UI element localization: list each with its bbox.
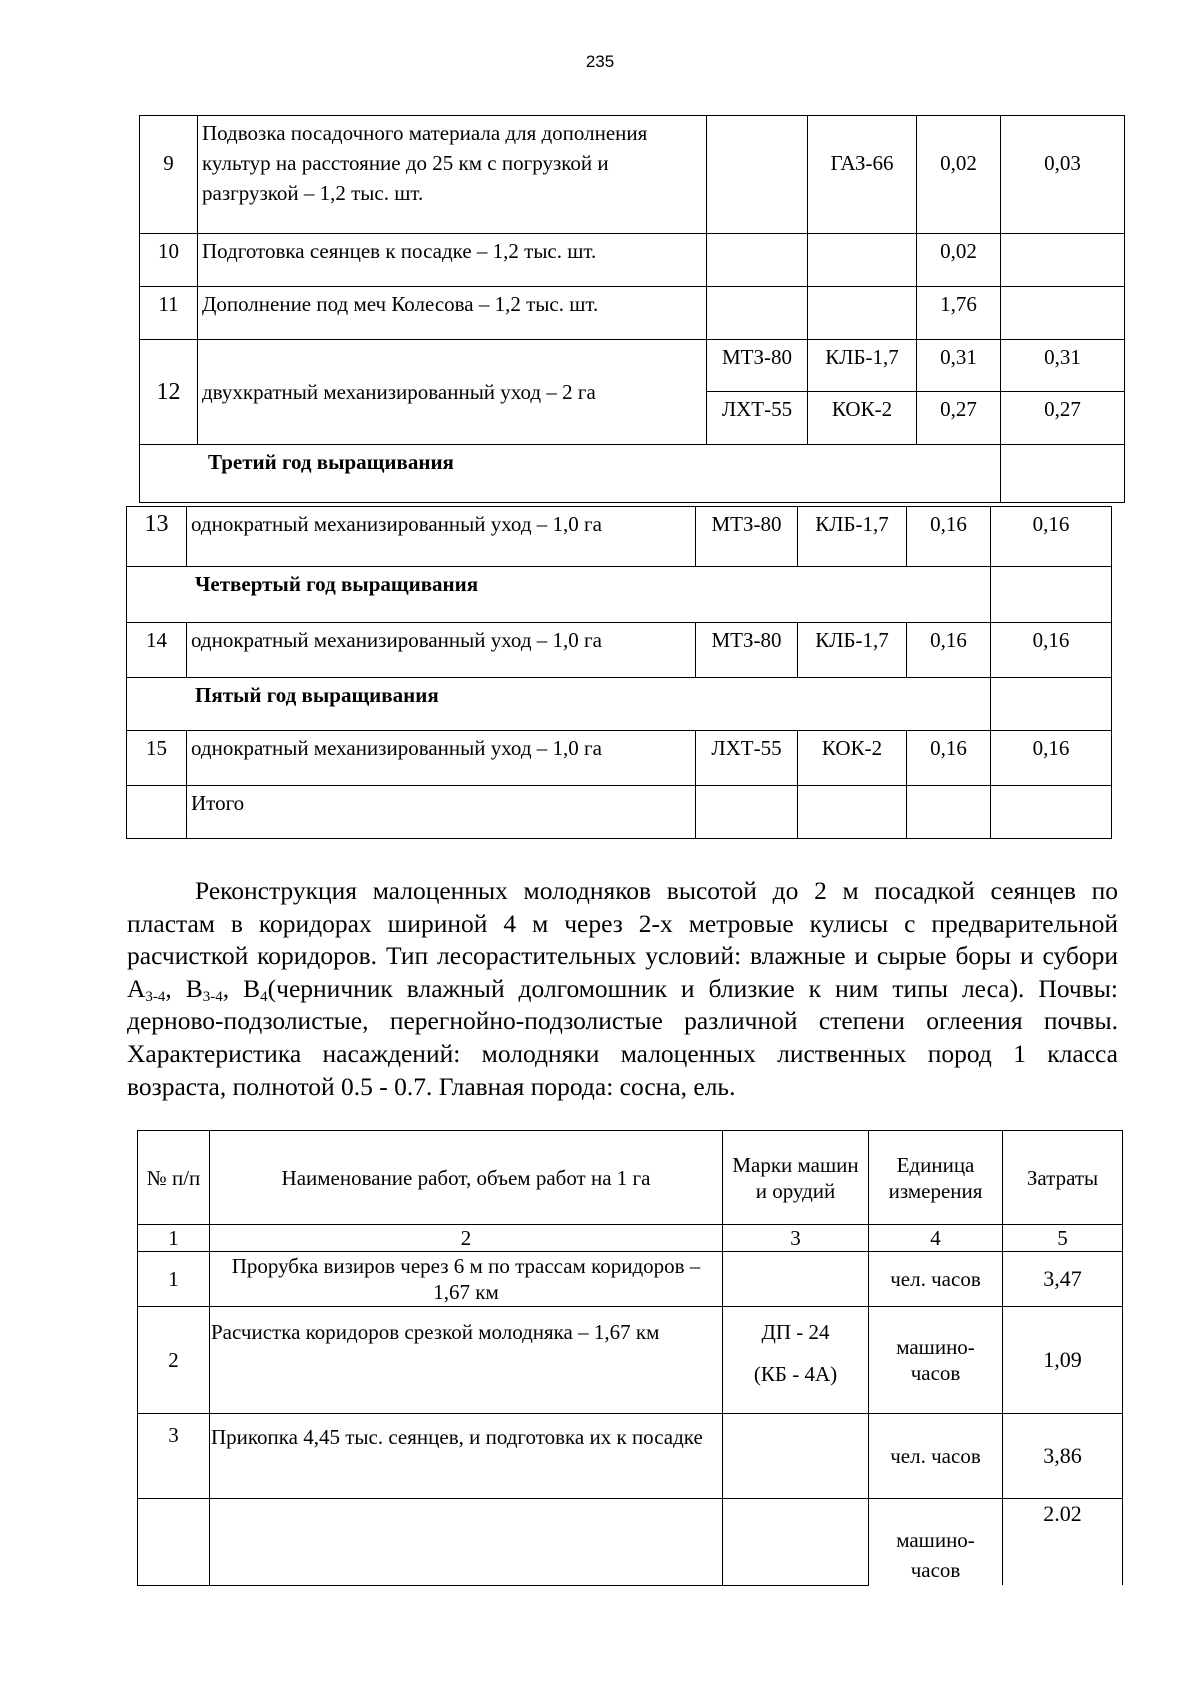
body-paragraph: Реконструкция малоценных молодняков высотой до 2 м посадкой сеянцев по пластам в коридорах шириной 4 м через 2-х метровые кулисы с предварительной расчисткой коридоров. Тип лесорастительных условий: влажные и сырые боры и субори $А_{3-4}$, $В_{3-4}$, $В_4(черничник$ влажный долгомошник и близкие к ним типы леса). Почвы: дерново-подзолистые, перегнойно-подзолистые различной степени оглеения почвы. Характеристика насаждений: молодняки малоценных лиственных пород 1 класса возраста, полнотой 0.5 - 0.7. Главная порода: сосна, ель. — [127, 876, 1118, 1101]
unit-cell: чел. часов — [869, 1252, 1003, 1307]
col-number: 5 — [1003, 1225, 1123, 1252]
row-number: 11 — [140, 287, 198, 340]
work-name: Прикопка 4,45 тыс. сеянцев, и подготовка их к посадке — [210, 1414, 723, 1499]
col-number: 4 — [869, 1225, 1003, 1252]
table-row — [138, 1307, 1123, 1414]
unit-cell: чел. часов — [869, 1414, 1003, 1499]
value-cell: 0,16 — [907, 623, 991, 678]
table-row — [140, 287, 1125, 340]
row-number: 10 — [140, 234, 198, 287]
header-name: Наименование работ, объем работ на 1 га — [210, 1131, 723, 1225]
table-middle — [126, 506, 1112, 839]
work-name: Прорубка визиров через 6 м по трассам коридоров – 1,67 км — [210, 1252, 723, 1307]
page-number: 235 — [585, 52, 615, 71]
table-row — [138, 1414, 1123, 1499]
header-unit: Единица измерения — [869, 1131, 1003, 1225]
value-cell: 0,02 — [917, 116, 1001, 234]
value-cell — [1001, 234, 1125, 287]
machine-mark: (КБ - 4А) — [753, 1362, 838, 1386]
section-row — [140, 445, 1125, 503]
value-cell: 1,76 — [917, 287, 1001, 340]
col-number: 2 — [210, 1225, 723, 1252]
work-name: Подвозка посадочного материала для дополнения культур на расстояние до 25 км с погрузкой и разгрузкой – 1,2 тыс. шт. — [198, 116, 707, 234]
tool-cell: ГАЗ-66 — [808, 116, 917, 234]
row-number — [138, 1499, 210, 1586]
cost-cell: 1,09 — [1003, 1307, 1123, 1414]
machine-cell — [707, 116, 808, 234]
cost-cell: 3,47 — [1003, 1252, 1123, 1307]
work-name: Подготовка сеянцев к посадке – 1,2 тыс. шт. — [198, 234, 707, 287]
value-cell: 0,31 — [917, 340, 1001, 392]
table-row — [140, 340, 1125, 392]
work-name: однократный механизированный уход – 1,0 га — [187, 731, 696, 786]
row-number: 9 — [140, 116, 198, 234]
value-cell: 0,16 — [991, 731, 1112, 786]
machine-cell: МТЗ-80 — [707, 340, 808, 392]
tool-cell: КОК-2 — [798, 731, 907, 786]
table-row — [127, 507, 1112, 567]
header-num: № п/п — [138, 1131, 210, 1225]
table-row — [138, 1499, 1123, 1586]
work-name: однократный механизированный уход – 1,0 га — [187, 623, 696, 678]
machine-marks-cell — [723, 1307, 869, 1414]
work-name: Расчистка коридоров срезкой молодняка – 1,67 км — [210, 1307, 723, 1414]
section-row — [127, 678, 1112, 731]
tool-cell — [808, 234, 917, 287]
table-row — [140, 234, 1125, 287]
value-cell: 0,16 — [907, 731, 991, 786]
machine-mark: ДП - 24 — [761, 1320, 830, 1344]
col-number: 1 — [138, 1225, 210, 1252]
section-header: Третий год выращивания — [140, 445, 1001, 503]
tool-cell: КОК-2 — [808, 392, 917, 445]
machine-cell: МТЗ-80 — [696, 623, 798, 678]
value-cell: 0,02 — [917, 234, 1001, 287]
cost-cell: 3,86 — [1003, 1414, 1123, 1499]
tool-cell — [808, 287, 917, 340]
value-cell: 0,16 — [991, 623, 1112, 678]
works-table — [137, 1130, 1123, 1586]
row-number: 2 — [138, 1307, 210, 1414]
value-cell: 0,27 — [917, 392, 1001, 445]
table-row — [138, 1252, 1123, 1307]
cost-cell: 2.02 — [1003, 1499, 1123, 1586]
unit-cell: машино-часов — [869, 1307, 1003, 1414]
total-label: Итого — [187, 786, 696, 839]
machine-cell — [707, 234, 808, 287]
value-cell: 0,31 — [1001, 340, 1125, 392]
table-header-row — [138, 1131, 1123, 1225]
section-header: Пятый год выращивания — [127, 678, 991, 731]
header-marks: Марки машин и орудий — [723, 1131, 869, 1225]
machine-cell: МТЗ-80 — [696, 507, 798, 567]
work-name — [210, 1499, 723, 1586]
row-number: 3 — [138, 1414, 210, 1499]
unit-cell: машино-часов — [869, 1499, 1003, 1586]
value-cell: 0,27 — [1001, 392, 1125, 445]
header-cost: Затраты — [1003, 1131, 1123, 1225]
machine-cell — [707, 287, 808, 340]
machine-cell: ЛХТ-55 — [707, 392, 808, 445]
section-header: Четвертый год выращивания — [127, 567, 991, 623]
value-cell: 0,03 — [1001, 116, 1125, 234]
row-number: 15 — [127, 731, 187, 786]
total-row — [127, 786, 1112, 839]
table-row — [140, 116, 1125, 234]
col-number: 3 — [723, 1225, 869, 1252]
row-number: 1 — [138, 1252, 210, 1307]
tool-cell: КЛБ-1,7 — [798, 623, 907, 678]
value-cell: 0,16 — [991, 507, 1112, 567]
tool-cell: КЛБ-1,7 — [798, 507, 907, 567]
tool-cell: КЛБ-1,7 — [808, 340, 917, 392]
value-cell: 0,16 — [907, 507, 991, 567]
table-row — [127, 623, 1112, 678]
row-number: 14 — [127, 623, 187, 678]
work-name: Дополнение под меч Колесова – 1,2 тыс. шт. — [198, 287, 707, 340]
work-name: двухкратный механизированный уход – 2 га — [198, 340, 707, 445]
row-number: 12 — [140, 340, 198, 445]
table-top — [139, 115, 1125, 503]
machine-cell: ЛХТ-55 — [696, 731, 798, 786]
row-number: 13 — [127, 507, 187, 567]
table-row — [127, 731, 1112, 786]
work-name: однократный механизированный уход – 1,0 га — [187, 507, 696, 567]
column-numbers-row — [138, 1225, 1123, 1252]
value-cell — [1001, 287, 1125, 340]
section-row — [127, 567, 1112, 623]
